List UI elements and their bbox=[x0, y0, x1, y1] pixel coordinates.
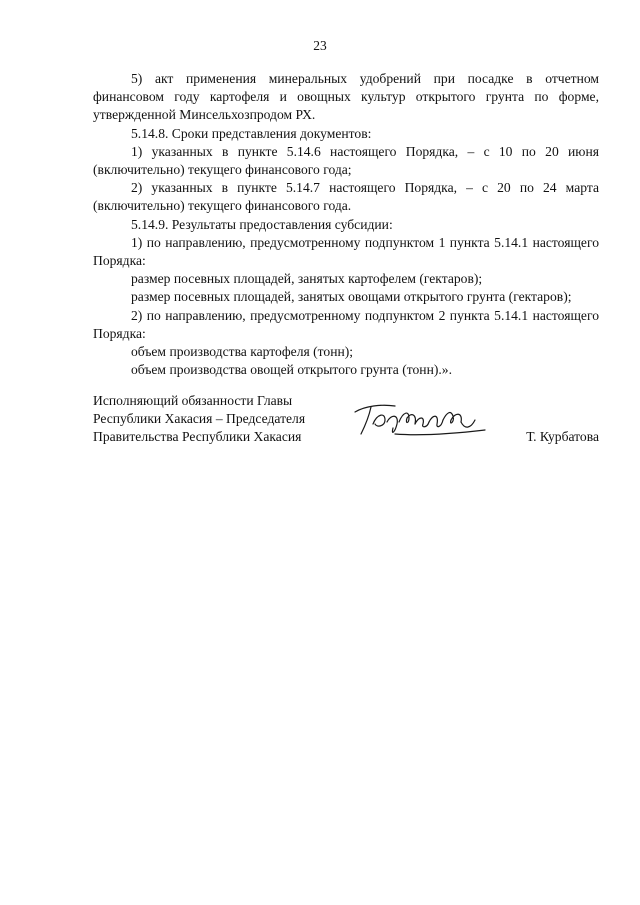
handwritten-signature bbox=[351, 394, 491, 446]
paragraph-section-5-14-8: 5.14.8. Сроки представления документов: bbox=[131, 125, 372, 141]
paragraph-deadline-march: 2) указанных в пункте 5.14.7 настоящего Порядка, – с 20 по 24 марта (включительно) текущего финансового года. bbox=[93, 180, 599, 214]
signature-block bbox=[93, 392, 599, 452]
position-line: Исполняющий обязанности Главы bbox=[93, 393, 293, 408]
paragraph-direction-2: 2) по направлению, предусмотренному подпунктом 2 пункта 5.14.1 настоящего Порядка: bbox=[93, 307, 599, 341]
position-line: Правительства Республики Хакасия bbox=[93, 429, 302, 445]
paragraph-potato-volume: объем производства картофеля (тонн); bbox=[131, 344, 354, 360]
signatory-name: Т. Курбатова bbox=[526, 429, 599, 444]
paragraph-vegetable-area: размер посевных площадей, занятых овощами открытого грунта (гектаров); bbox=[131, 289, 572, 305]
paragraph-deadline-june: 1) указанных в пункте 5.14.6 настоящего Порядка, – с 10 по 20 июня (включительно) текущего финансового года; bbox=[93, 143, 599, 178]
paragraph-potato-area: размер посевных площадей, занятых картофелем (гектаров); bbox=[131, 271, 483, 287]
document-body bbox=[93, 70, 599, 379]
position-line: Республики Хакасия – Председателя bbox=[93, 411, 306, 427]
signatory-position bbox=[93, 392, 333, 447]
paragraph-vegetable-volume: объем производства овощей открытого грунта (тонн).». bbox=[131, 362, 452, 378]
paragraph-direction-1: 1) по направлению, предусмотренному подпунктом 1 пункта 5.14.1 настоящего Порядка: bbox=[93, 234, 599, 269]
paragraph-section-5-14-9: 5.14.9. Результаты предоставления субсидии: bbox=[131, 216, 393, 232]
paragraph-act-fertilizers: 5) акт применения минеральных удобрений при посадке в отчетном финансовом году картофеля и овощных культур открытого грунта по форме, утвержденной Минсельхозпродом РХ. bbox=[93, 71, 599, 123]
page-number: 23 bbox=[313, 38, 327, 53]
